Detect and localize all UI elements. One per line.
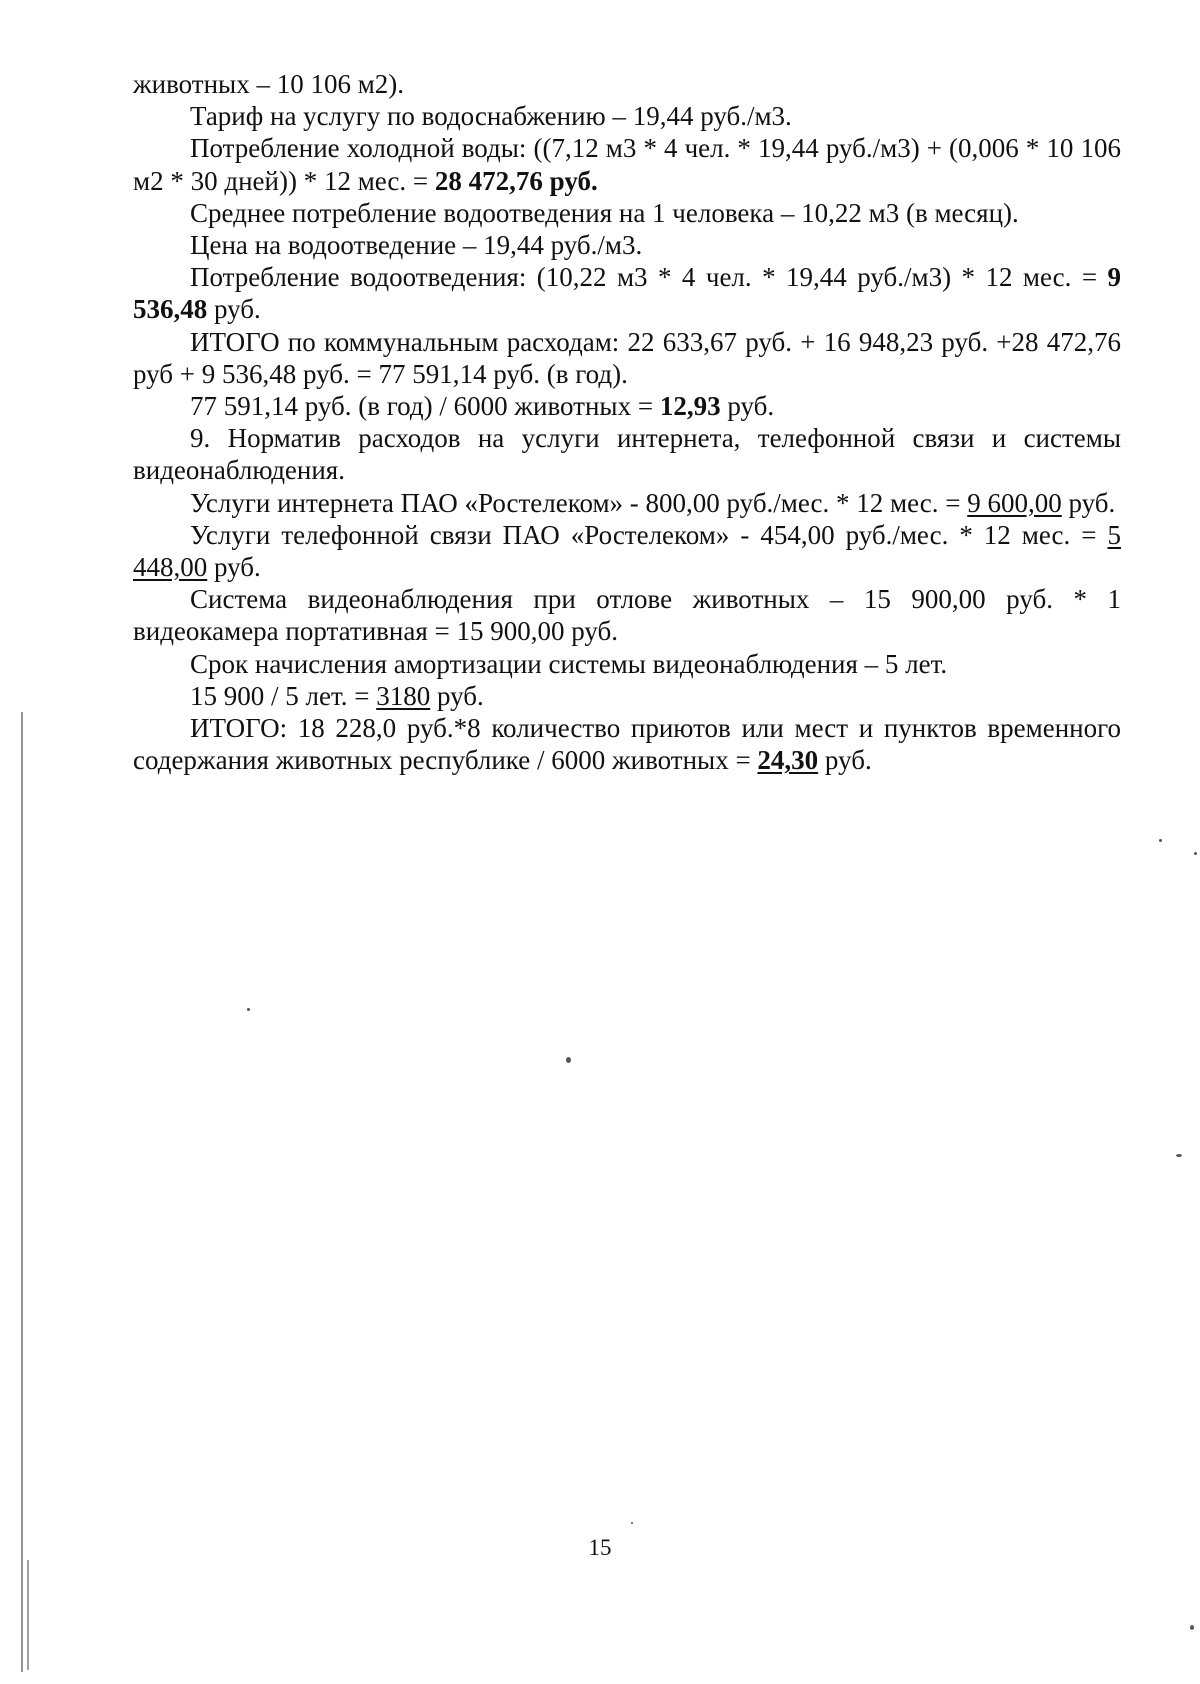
paragraph-text: руб. [207, 552, 261, 583]
document-body [133, 68, 1121, 776]
paragraph-text: 77 591,14 руб. (в год) / 6000 животных = [190, 391, 660, 422]
paragraph-text: 15 900 / 5 лет. = [190, 680, 377, 711]
paragraph-text: руб. [430, 680, 484, 711]
bold-value: 12,93 [659, 391, 721, 422]
document-paragraph [133, 680, 1121, 712]
paragraph-text: животных – 10 106 м2). [133, 69, 405, 99]
underlined-value: 5 448,00 [133, 519, 1121, 583]
paragraph-text: руб. [720, 391, 775, 422]
document-paragraph [133, 229, 1121, 261]
document-paragraph [133, 100, 1121, 132]
paragraph-text: Срок начисления амортизации системы видеонаблюдения – 5 лет. [190, 648, 948, 679]
bold-underlined-value: 24,30 [757, 745, 819, 776]
scan-speck [1190, 1625, 1194, 1630]
paragraph-text: Среднее потребление водоотведения на 1 человека – 10,22 м3 (в месяц). [190, 197, 1019, 228]
scan-speck [631, 1522, 633, 1524]
paragraph-text: Потребление холодной воды: ((7,12 м3 * 4 чел. * 19,44 руб./м3) + (0,006 * 10 106 м2 * 30 дней)) * 12 мес. = [133, 133, 1121, 196]
underlined-value: 3180 [376, 680, 431, 711]
paragraph-text: руб. [818, 745, 872, 776]
paragraph-text: руб. [1061, 487, 1116, 518]
paragraph-text: ИТОГО по коммунальным расходам: 22 633,67 руб. + 16 948,23 руб. +28 472,76 руб + 9 536,48 руб. = 77 591,14 руб. (в год). [133, 326, 1121, 389]
document-paragraph [133, 583, 1121, 647]
scan-speck [566, 1057, 571, 1063]
document-paragraph [133, 132, 1121, 196]
paragraph-text: ИТОГО: 18 228,0 руб.*8 количество приютов или мест и пунктов временного содержания животных республике / 6000 животных = [133, 713, 1121, 776]
document-paragraph [133, 519, 1121, 583]
scan-speck [1194, 852, 1197, 855]
scan-edge-line [27, 1560, 29, 1670]
bold-value: 9 536,48 [133, 262, 1121, 325]
scan-speck [1159, 839, 1162, 842]
document-paragraph [133, 261, 1121, 325]
document-paragraph [133, 422, 1121, 486]
bold-value: 28 472,76 руб. [434, 165, 598, 196]
document-paragraph [133, 648, 1121, 680]
paragraph-text: Система видеонаблюдения при отлове животных – 15 900,00 руб. * 1 видеокамера портативная = 15 900,00 руб. [133, 584, 1121, 647]
paragraph-text: Цена на водоотведение – 19,44 руб./м3. [190, 230, 643, 261]
paragraph-text: 9. Норматив расходов на услуги интернета, телефонной связи и системы видеонаблюдения. [133, 423, 1121, 486]
document-paragraph [133, 712, 1121, 776]
paragraph-text: руб. [207, 294, 261, 325]
paragraph-text: Услуги телефонной связи ПАО «Ростелеком» - 454,00 руб./мес. * 12 мес. = [190, 519, 1108, 550]
document-paragraph [133, 390, 1121, 422]
scan-speck [247, 1008, 250, 1011]
document-paragraph [133, 326, 1121, 390]
paragraph-text: Тариф на услугу по водоснабжению – 19,44 руб./м3. [190, 101, 792, 132]
document-paragraph [133, 487, 1121, 519]
underlined-value: 9 600,00 [967, 487, 1062, 518]
paragraph-text: Потребление водоотведения: (10,22 м3 * 4 чел. * 19,44 руб./м3) * 12 мес. = [190, 262, 1108, 293]
page-number: 15 [588, 1535, 612, 1560]
paragraph-text: Услуги интернета ПАО «Ростелеком» - 800,00 руб./мес. * 12 мес. = [190, 487, 968, 518]
document-paragraph [133, 197, 1121, 229]
scan-edge-line [21, 712, 23, 1672]
document-paragraph [133, 68, 1121, 100]
scan-speck [1176, 1154, 1182, 1157]
